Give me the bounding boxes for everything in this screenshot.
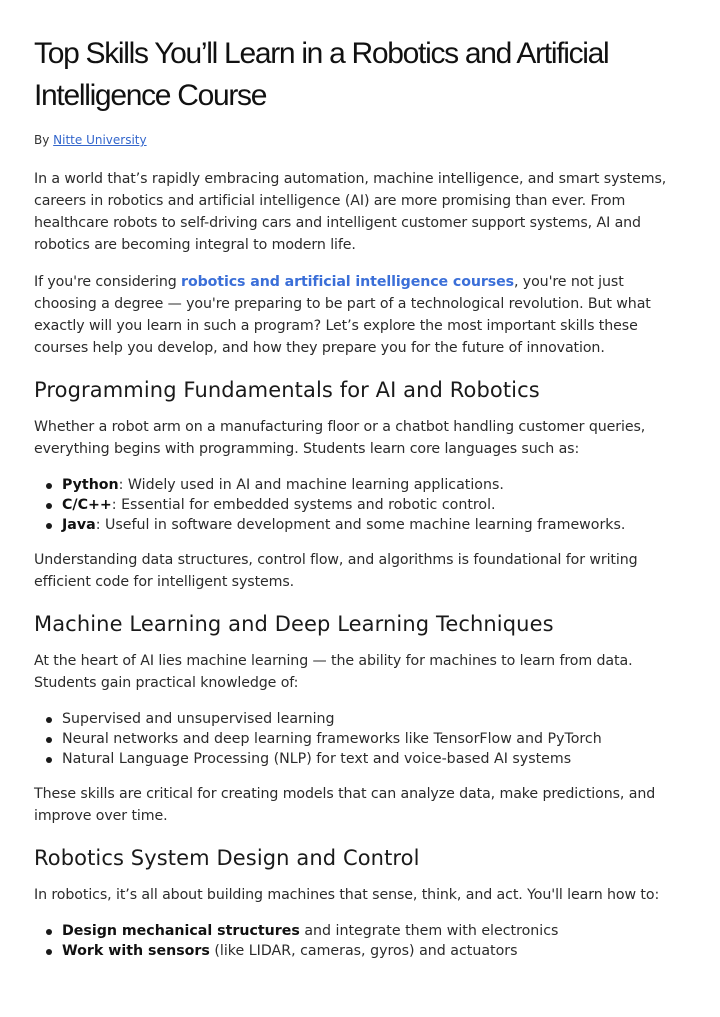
list-item xyxy=(62,515,686,535)
section-lead-programming: Whether a robot arm on a manufacturing floor or a chatbot handling customer queries, everything begins with programming. Students learn core languages such as: xyxy=(34,419,646,457)
list-item-text: : Widely used in AI and machine learning applications. xyxy=(118,477,504,493)
list-item-text: (like LIDAR, cameras, gyros) and actuators xyxy=(209,943,518,959)
robotics-ai-courses-link[interactable]: robotics and artificial intelligence courses xyxy=(181,274,514,290)
list-item-bold: Design mechanical structures xyxy=(62,923,300,939)
intro-p2-before: If you're considering xyxy=(34,274,182,290)
list-item-bold: Work with sensors xyxy=(62,943,210,959)
section-closing-machine-learning: These skills are critical for creating models that can analyze data, make predictions, and improve over time. xyxy=(34,786,656,824)
programming-languages-list xyxy=(34,475,686,535)
page-title: Top Skills You’ll Learn in a Robotics and Artificial Intelligence Course xyxy=(34,37,609,112)
section-lead-robotics-design: In robotics, it’s all about building machines that sense, think, and act. You'll learn how to: xyxy=(34,887,660,903)
list-item xyxy=(62,475,686,495)
list-item: Supervised and unsupervised learning xyxy=(62,709,686,729)
list-item-text: : Useful in software development and some machine learning frameworks. xyxy=(95,517,626,533)
section-heading-robotics-design: Robotics System Design and Control xyxy=(34,846,420,870)
list-item: Neural networks and deep learning frameworks like TensorFlow and PyTorch xyxy=(62,729,686,749)
byline-prefix: By xyxy=(34,133,54,147)
byline xyxy=(34,132,686,148)
list-item xyxy=(62,495,686,515)
robotics-design-list xyxy=(34,921,686,961)
section-lead-machine-learning: At the heart of AI lies machine learning — the ability for machines to learn from data. Students gain practical knowledge of: xyxy=(34,653,633,691)
machine-learning-list xyxy=(34,709,686,769)
intro-paragraph-1: In a world that’s rapidly embracing automation, machine intelligence, and smart systems, careers in robotics and artificial intelligence (AI) are more promising than ever. From healthcare robots to self-driving cars and intelligent customer support systems, AI and robotics are becoming integral to modern life. xyxy=(34,171,667,253)
author-link[interactable]: Nitte University xyxy=(53,133,147,147)
list-item-text: and integrate them with electronics xyxy=(299,923,559,939)
list-item-bold: C/C++ xyxy=(62,497,112,513)
list-item: Natural Language Processing (NLP) for text and voice-based AI systems xyxy=(62,749,686,769)
section-heading-machine-learning: Machine Learning and Deep Learning Techniques xyxy=(34,612,554,636)
list-item xyxy=(62,921,686,941)
list-item-text: : Essential for embedded systems and robotic control. xyxy=(111,497,496,513)
list-item-bold: Python xyxy=(62,477,119,493)
section-heading-programming: Programming Fundamentals for AI and Robotics xyxy=(34,378,540,402)
list-item xyxy=(62,941,686,961)
section-closing-programming: Understanding data structures, control flow, and algorithms is foundational for writing efficient code for intelligent systems. xyxy=(34,552,638,590)
intro-paragraph-2 xyxy=(34,271,686,359)
intro-p2-after: , you're not just choosing a degree — you're preparing to be part of a technological revolution. But what exactly will you learn in such a program? Let’s explore the most important skills these courses help you develop, and how they prepare you for the future of innovation. xyxy=(34,274,651,356)
list-item-bold: Java xyxy=(62,517,96,533)
